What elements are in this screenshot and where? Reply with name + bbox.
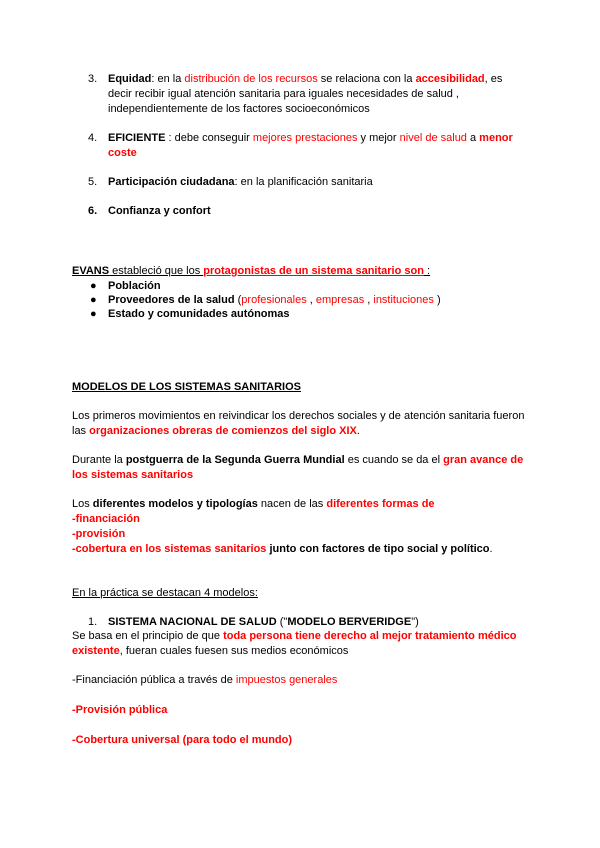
text-run: es cuando se da el: [344, 454, 444, 466]
line-cobertura: [72, 542, 542, 557]
text-run: organizaciones obreras de comienzos del siglo XIX: [89, 425, 357, 437]
paragraph-modelos: [72, 497, 542, 512]
text-run: Población: [108, 280, 161, 292]
text-run: Participación ciudadana: [108, 176, 235, 188]
list-item-proveedores: [108, 293, 441, 308]
text-run: .: [356, 425, 360, 437]
list-item-estado: [108, 307, 290, 322]
text-run: MODELO BERVERIDGE: [287, 616, 412, 628]
text-run: Los primeros movimientos en reivindicar los derechos sociales y de atención sanitaria fueron las: [72, 410, 525, 437]
text-run: Equidad: [108, 73, 152, 85]
text-run: Confianza y confort: [108, 205, 211, 217]
paragraph-postguerra: [72, 453, 542, 483]
text-run: impuestos generales: [235, 674, 338, 686]
text-run: : en la planificación sanitaria: [234, 176, 373, 188]
text-run: diferentes formas de: [326, 498, 435, 510]
text-run: -financiación: [72, 513, 140, 525]
list-item-equidad: [108, 72, 528, 117]
text-run: accesibilidad: [415, 73, 485, 85]
text-run: : en la: [151, 73, 185, 85]
list-number: 4.: [88, 132, 98, 144]
text-run: (: [234, 294, 242, 306]
text-run: -Financiación pública a través de: [72, 674, 236, 686]
line-financiacion-publica: [72, 673, 542, 688]
bullet-icon: ●: [90, 294, 97, 306]
list-item-participacion: [108, 175, 528, 190]
text-run: -Provisión pública: [72, 704, 168, 716]
model-description: [72, 629, 532, 659]
list-number: 3.: [88, 73, 98, 85]
text-run: : debe conseguir: [165, 132, 253, 144]
text-run: "): [411, 616, 419, 628]
list-number: 1.: [88, 616, 98, 628]
text-run: :: [423, 265, 431, 277]
text-run: EFICIENTE: [108, 132, 166, 144]
text-run: estableció que los: [109, 265, 204, 277]
text-run: y mejor: [357, 132, 400, 144]
text-run: (": [276, 616, 288, 628]
text-run: Los: [72, 498, 93, 510]
evans-heading: [72, 264, 542, 279]
text-run: , es decir recibir igual atención sanitaria para iguales necesidades de salud , independientemente de los factores socioeconómicos: [108, 73, 503, 115]
list-item-poblacion: [108, 279, 161, 294]
text-run: Durante la: [72, 454, 126, 466]
text-run: toda persona tiene derecho al mejor tratamiento médico existente: [72, 630, 517, 657]
text-run: empresas: [315, 294, 365, 306]
section-heading: MODELOS DE LOS SISTEMAS SANITARIOS: [72, 381, 301, 393]
text-run: Proveedores de la salud: [108, 294, 235, 306]
paragraph-movimientos: [72, 409, 532, 439]
text-run: gran avance de los sistemas sanitarios: [72, 454, 524, 481]
text-run: , fueran cuales fuesen sus medios económicos: [119, 645, 349, 657]
text-run: Se basa en el principio de que: [72, 630, 224, 642]
model-title: [108, 615, 528, 630]
text-run: .: [489, 543, 493, 555]
text-run: se relaciona con la: [317, 73, 416, 85]
text-run: Estado y comunidades autónomas: [108, 308, 290, 320]
text-run: EVANS: [72, 265, 110, 277]
list-number: 6.: [88, 205, 98, 217]
text-run: ,: [306, 294, 316, 306]
text-run: postguerra de la Segunda Guerra Mundial: [125, 454, 345, 466]
line-cobertura-universal: [72, 733, 542, 748]
text-run: nivel de salud: [399, 132, 467, 144]
bullet-icon: ●: [90, 308, 97, 320]
text-run: nacen de las: [257, 498, 327, 510]
text-run: -provisión: [72, 528, 126, 540]
text-run: a: [466, 132, 480, 144]
text-run: diferentes modelos y tipologías: [92, 498, 258, 510]
list-item-eficiente: [108, 131, 528, 161]
line-provision: [72, 527, 542, 542]
practica-heading: En la práctica se destacan 4 modelos:: [72, 587, 258, 599]
text-run: instituciones: [373, 294, 434, 306]
text-run: menor coste: [108, 132, 513, 159]
line-provision-publica: [72, 703, 542, 718]
text-run: ,: [364, 294, 374, 306]
text-run: ): [433, 294, 441, 306]
text-run: mejores prestaciones: [252, 132, 358, 144]
text-run: -Cobertura universal (para todo el mundo): [72, 734, 293, 746]
text-run: SISTEMA NACIONAL DE SALUD: [108, 616, 277, 628]
text-run: profesionales: [241, 294, 307, 306]
text-run: -cobertura en los sistemas sanitarios: [72, 543, 267, 555]
text-run: protagonistas de un sistema sanitario son: [203, 265, 424, 277]
list-number: 5.: [88, 176, 98, 188]
bullet-icon: ●: [90, 280, 97, 292]
list-item-confianza: [108, 204, 528, 219]
text-run: distribución de los recursos: [184, 73, 318, 85]
line-financiacion: [72, 512, 542, 527]
text-run: junto con factores de tipo social y político: [266, 543, 490, 555]
